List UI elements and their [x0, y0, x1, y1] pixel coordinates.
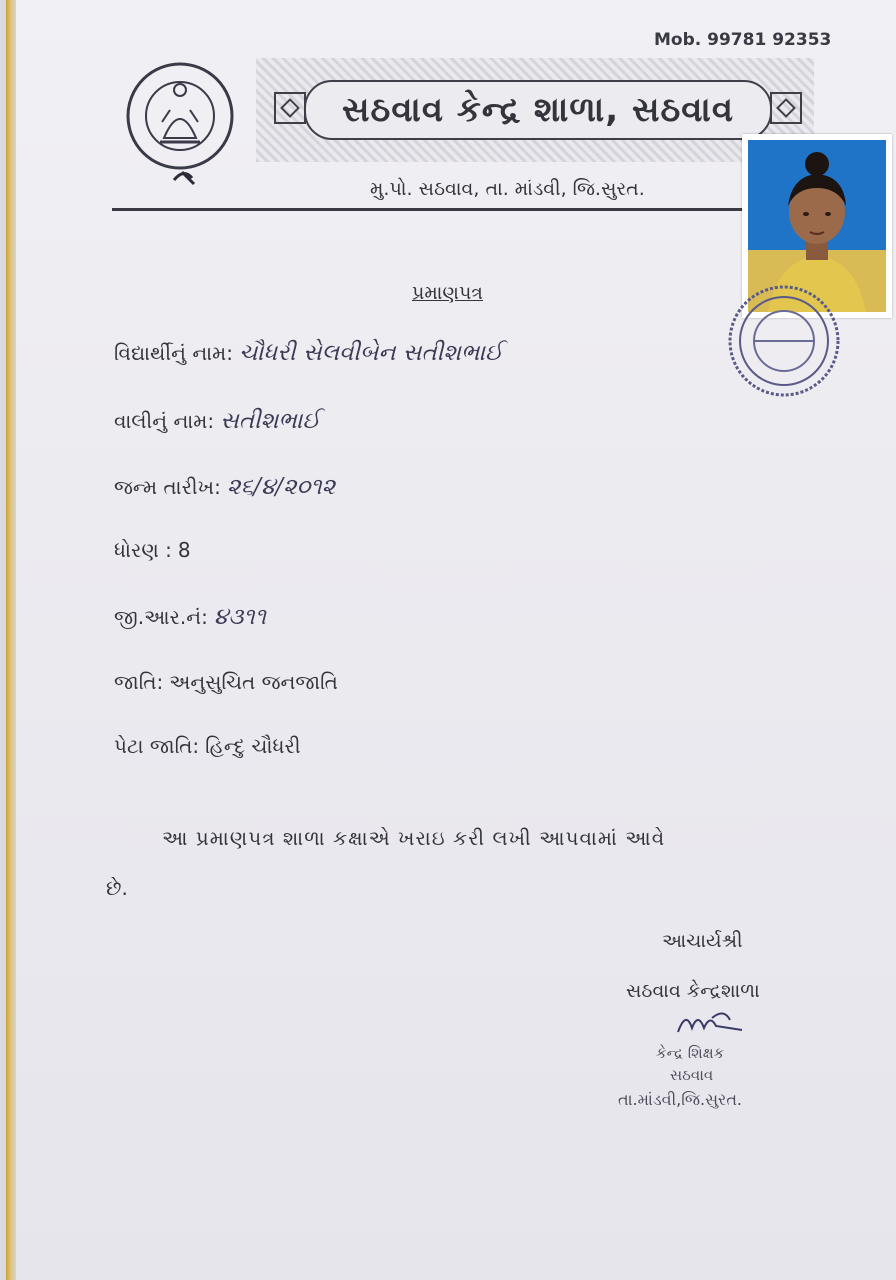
header-divider	[112, 208, 742, 211]
field-value: ૨૬/૪/૨૦૧૨	[226, 474, 336, 500]
birth-date-row	[114, 474, 335, 500]
school-address: મુ.પો. સઠવાવ, તા. માંડવી, જિ.સુરત.	[370, 178, 645, 200]
school-stamp-seal	[722, 282, 846, 400]
principal-school: સઠવાવ કેન્દ્રશાળા	[626, 980, 760, 1002]
principal-title: આચાર્યશ્રી	[662, 930, 743, 952]
caste-row	[114, 670, 338, 694]
sub-caste-row	[114, 734, 301, 758]
field-label: ધોરણ :	[114, 538, 172, 562]
student-name-row	[114, 340, 503, 366]
certificate-paper	[6, 0, 896, 1280]
handwritten-signature	[672, 1004, 752, 1044]
field-value: સતીશભાઈ	[220, 408, 321, 434]
field-label: વાલીનું નામ:	[114, 409, 215, 433]
field-value: ચૌધરી સેલવીબેન સતીશભાઈ	[239, 340, 503, 366]
school-name: સઠવાવ કેન્દ્ર શાળા, સઠવાવ	[342, 90, 734, 130]
school-title-box	[304, 80, 772, 140]
guardian-name-row	[114, 408, 320, 434]
field-label: જી.આર.નં:	[114, 605, 208, 629]
field-value: અનુસુચિત જનજાતિ	[169, 670, 338, 694]
field-value: ૪૩૧૧	[213, 604, 266, 630]
gr-number-row	[114, 604, 266, 630]
mobile-number: Mob. 99781 92353	[654, 30, 832, 50]
stamp-line-3: તા.માંડવી,જિ.સુરત.	[618, 1090, 743, 1109]
field-label: વિદ્યાર્થીનું નામ:	[114, 341, 234, 365]
field-label: પેટા જાતિ:	[114, 734, 200, 758]
field-label: જન્મ તારીખ:	[114, 475, 221, 499]
standard-row	[114, 538, 191, 562]
certificate-statement-end: છે.	[106, 876, 128, 900]
stamp-line-1: કેન્દ્ર શિક્ષક	[656, 1044, 725, 1062]
field-label: જાતિ:	[114, 670, 164, 694]
field-value: હિન્દુ ચૌધરી	[205, 734, 301, 758]
certificate-heading: પ્રમાણપત્ર	[412, 282, 483, 304]
paper-edge	[6, 0, 16, 1280]
certificate-statement: આ પ્રમાણપત્ર શાળા કક્ષાએ ખરાઇ કરી લખી આપવામાં આવે	[162, 826, 666, 850]
ornament-left-icon	[274, 92, 306, 124]
ornament-right-icon	[770, 92, 802, 124]
stamp-line-2: સઠવાવ	[670, 1066, 714, 1084]
school-seal-logo	[124, 60, 236, 188]
field-value: 8	[177, 538, 191, 562]
